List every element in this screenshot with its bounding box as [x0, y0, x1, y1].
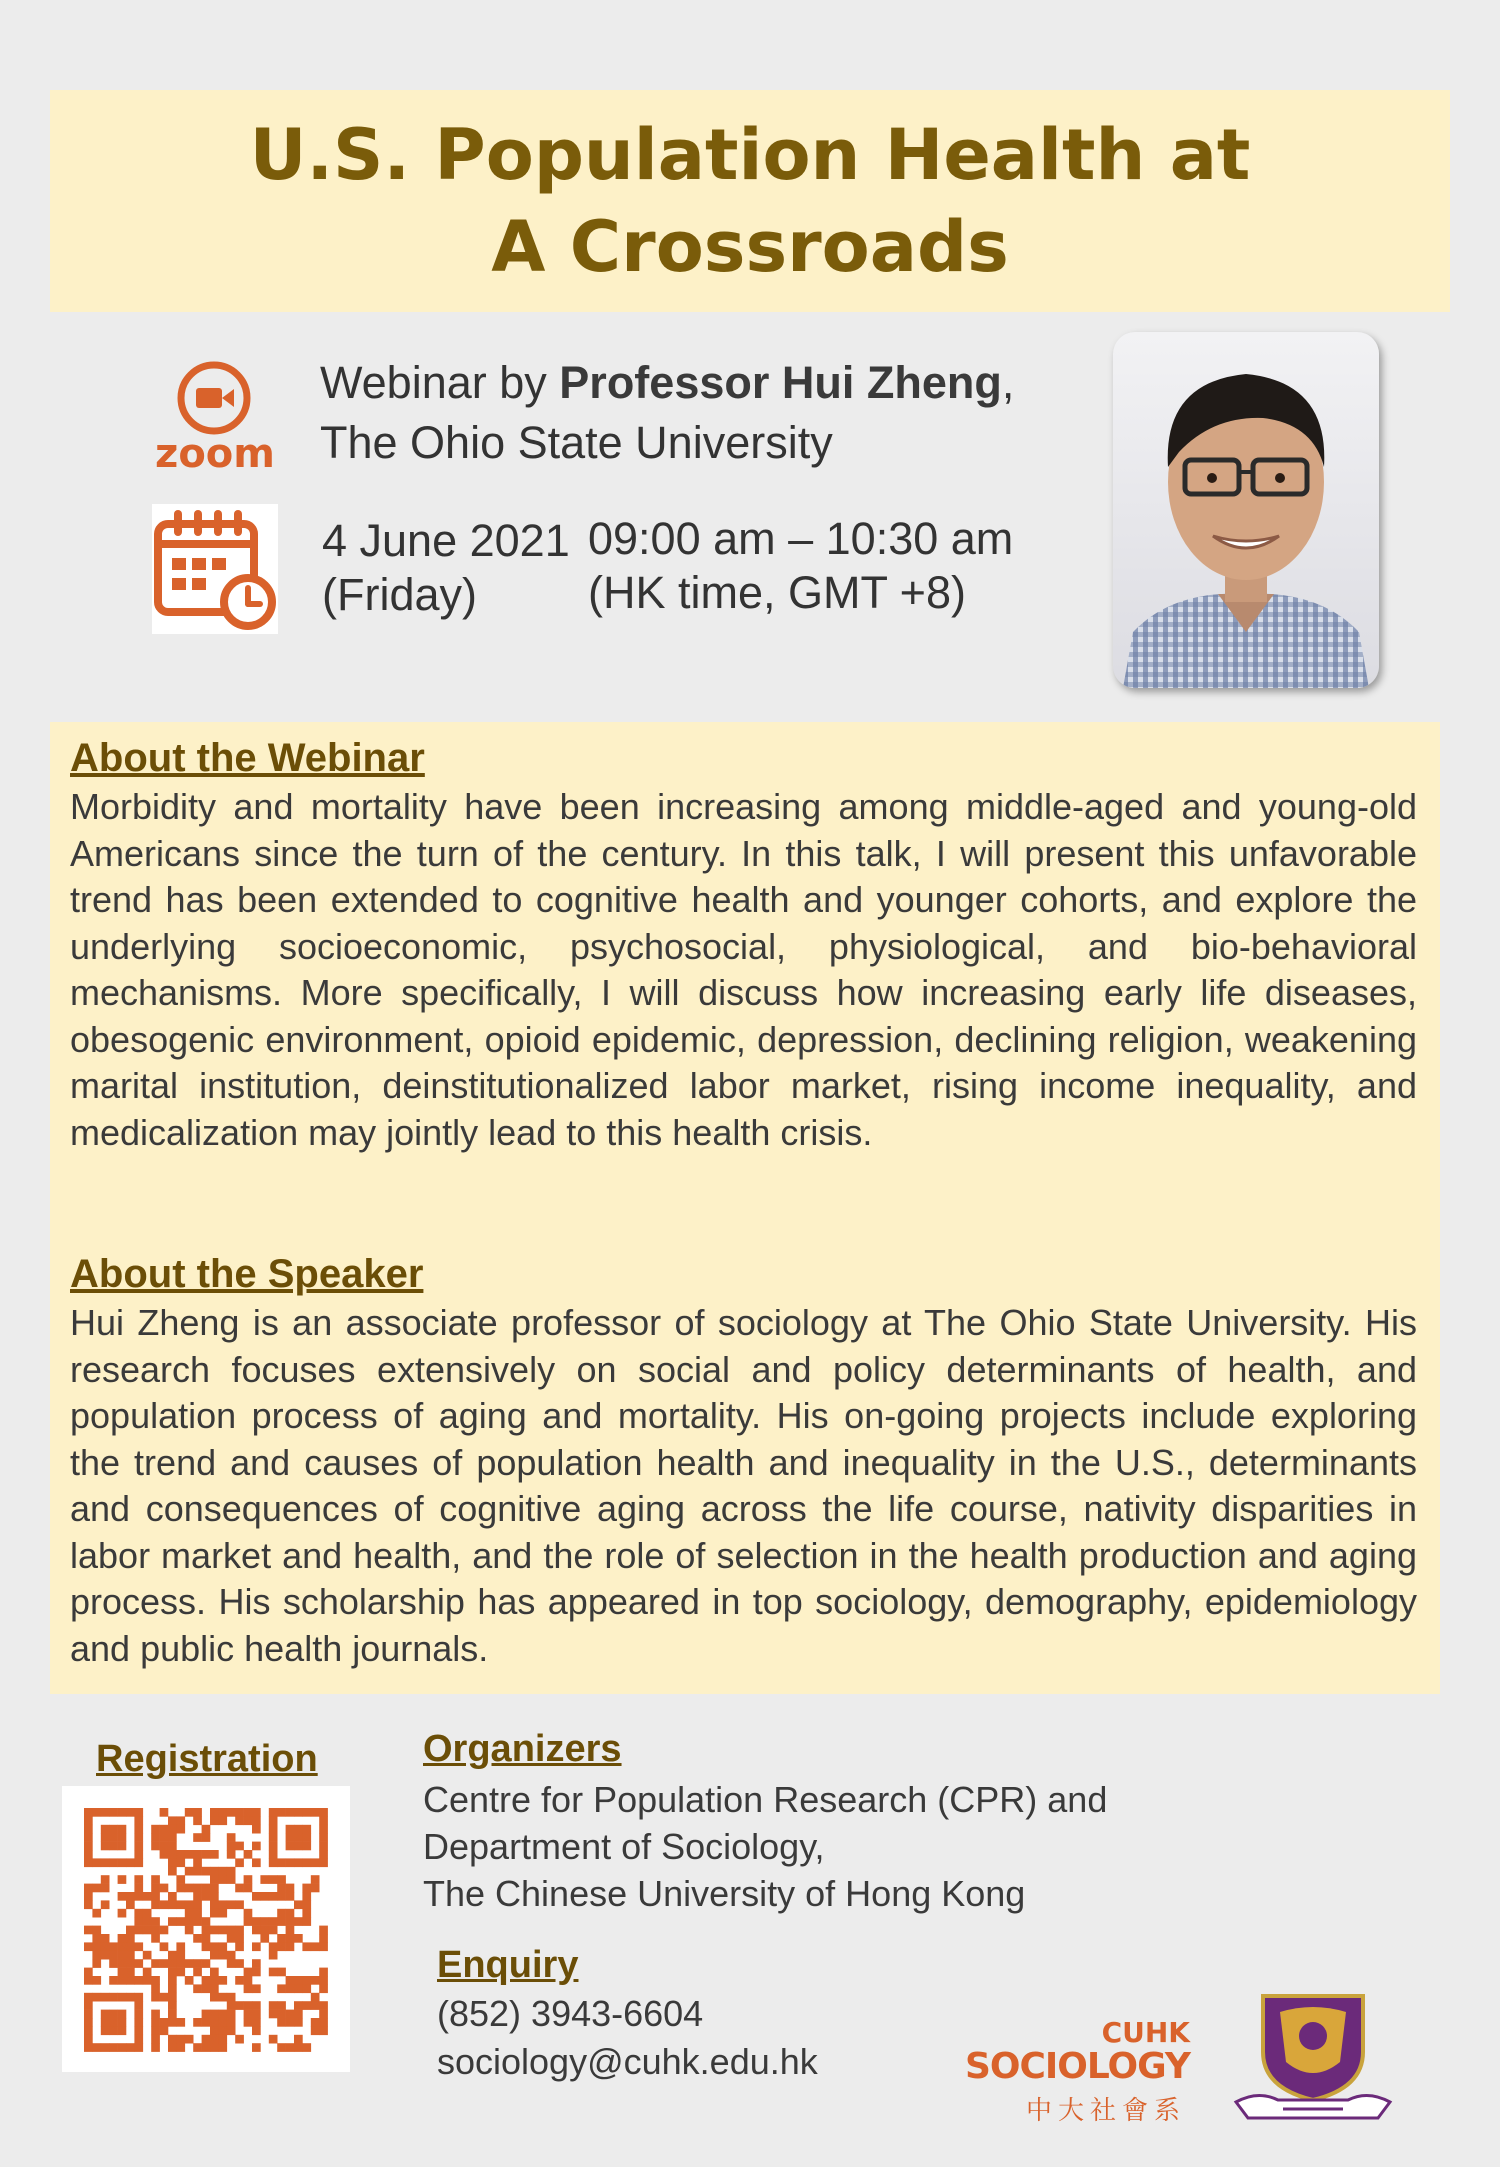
webinar-suffix: ,	[1001, 357, 1015, 408]
enquiry-heading: Enquiry	[437, 1944, 579, 1986]
organizers-line-1: Centre for Population Research (CPR) and	[423, 1779, 1108, 1820]
registration-heading: Registration	[96, 1738, 318, 1780]
speaker-name: Professor Hui Zheng	[559, 357, 1002, 408]
title-banner	[50, 90, 1450, 312]
zoom-icon	[142, 358, 288, 480]
page-title-line-2: A Crossroads	[491, 206, 1009, 288]
organizers-line-3: The Chinese University of Hong Kong	[423, 1873, 1026, 1914]
about-panel	[50, 722, 1440, 1694]
event-timezone: (HK time, GMT +8)	[588, 567, 966, 618]
speaker-photo	[1113, 332, 1379, 688]
event-date: 4 June 2021	[322, 515, 570, 566]
organizers-heading: Organizers	[423, 1728, 622, 1770]
about-speaker-heading: About the Speaker	[70, 1252, 424, 1296]
logo-chinese-text: 中大社會系	[1025, 2096, 1186, 2126]
event-day: (Friday)	[322, 569, 477, 620]
enquiry-phone: (852) 3943-6604	[437, 1993, 704, 2034]
about-speaker-body: Hui Zheng is an associate professor of sociology at The Ohio State University. His research focuses extensively on social and policy determinants of health, and population process of aging and mortality. His on-going projects include exploring the trend and causes of population health and inequality in the U.S., determinants and consequences of cognitive aging across the life course, nativity disparities in labor market and health, and the role of selection in the health production and aging process. His scholarship has appeared in top sociology, demography, epidemiology and public health journals.	[70, 1302, 1417, 1669]
cuhk-crest-logo	[1228, 1992, 1398, 2122]
webinar-prefix: Webinar by	[320, 357, 560, 408]
calendar-icon	[152, 504, 278, 634]
cuhk-sociology-logo	[940, 2016, 1190, 2126]
logo-cuhk-text: CUHK	[1101, 2016, 1190, 2049]
speaker-institution: The Ohio State University	[320, 417, 833, 468]
organizers-line-2: Department of Sociology,	[423, 1826, 825, 1867]
zoom-label: zoom	[155, 431, 275, 477]
page-title-line-1: U.S. Population Health at	[249, 114, 1251, 196]
webinar-speaker-line	[320, 354, 1014, 412]
about-webinar-body: Morbidity and mortality have been increasing among middle-aged and young-old Americans since the turn of the century. In this talk, I will present this unfavorable trend has been extended to cognitive health and younger cohorts, and explore the underlying socioeconomic, psychosocial, physiological, and bio-behavioral mechanisms. More specifically, I will discuss how increasing early life diseases, obesogenic environment, opioid epidemic, depression, declining religion, weakening marital institution, deinstitutionalized labor market, rising income inequality, and medicalization may jointly lead to this health crisis.	[70, 786, 1417, 1153]
about-webinar-heading: About the Webinar	[70, 736, 425, 780]
registration-qr-code[interactable]	[62, 1786, 350, 2072]
enquiry-email[interactable]: sociology@cuhk.edu.hk	[437, 2041, 818, 2082]
logo-sociology-text: SOCIOLOGY	[964, 2046, 1190, 2087]
event-time: 09:00 am – 10:30 am	[588, 513, 1014, 564]
